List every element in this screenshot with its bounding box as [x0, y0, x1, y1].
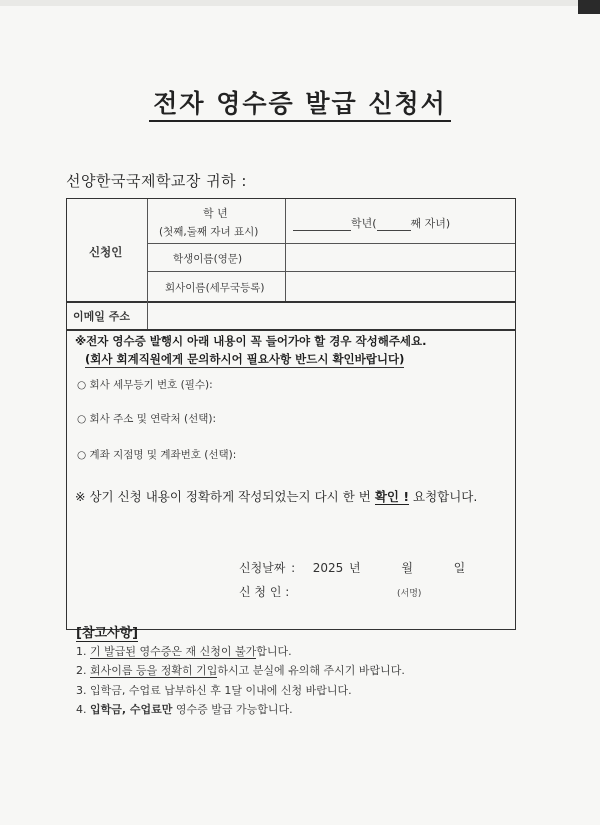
- reference-item-1-num: 1.: [76, 645, 90, 658]
- company-name-input[interactable]: [289, 275, 511, 297]
- signature-mark: (서명): [397, 589, 422, 599]
- grade-label: 학 년: [203, 207, 228, 220]
- notice-line-2: (회사 회계직원에게 문의하시어 필요사항 반드시 확인바랍니다): [85, 352, 405, 366]
- company-name-label: 회사이름(세무국등록): [165, 282, 265, 294]
- divider-field-col: [285, 199, 286, 301]
- applicant-signature-row[interactable]: [239, 583, 289, 600]
- applicant-section-label: 신청인: [89, 245, 123, 259]
- scan-corner-mark: [578, 0, 600, 14]
- document-title-text: 전자 영수증 발급 신청서: [149, 89, 451, 122]
- divider-row-4: [67, 329, 515, 331]
- date-month: 월: [401, 561, 413, 575]
- divider-email-label: [147, 301, 148, 329]
- reference-heading: [참고사항]: [76, 622, 138, 642]
- applicant-label: 신 청 인 :: [239, 585, 290, 599]
- addressee-line: 선양한국국제학교장 귀하 :: [66, 172, 247, 190]
- reference-item-1-end: 합니다.: [256, 645, 292, 658]
- grade-input-field[interactable]: [293, 215, 450, 231]
- option-company-address[interactable]: ○ 회사 주소 및 연락처 (선택):: [77, 413, 217, 425]
- reference-item-3: 3. 입학금, 수업료 납부하신 후 1달 이내에 신청 바랍니다.: [76, 684, 352, 697]
- divider-label-col: [147, 199, 148, 301]
- application-date-row[interactable]: [239, 559, 465, 576]
- divider-row-2: [147, 271, 515, 272]
- date-day: 일: [453, 561, 466, 575]
- reference-item-1-underlined: 기 발급된 영수증은 재 신청이 불가: [90, 645, 257, 658]
- notice-line-1: ※전자 영수증 발행시 아래 내용이 꼭 들어가야 할 경우 작성해주세요.: [75, 334, 427, 348]
- confirmation-line: [75, 487, 477, 505]
- confirmation-prefix: ※ 상기 신청 내용이 정확하게 작성되었는지 다시 한 번: [75, 489, 375, 504]
- reference-item-2: [76, 662, 405, 678]
- reference-item-4-bold: 입학금, 수업료만: [90, 703, 173, 716]
- option-bank-account[interactable]: ○ 계좌 지점명 및 계좌번호 (선택):: [77, 449, 237, 461]
- reference-item-2-num: 2.: [76, 664, 90, 677]
- student-name-label: 학생이름(영문): [173, 253, 243, 265]
- reference-item-2-end: 하시고 분실에 유의해 주시기 바랍니다.: [217, 664, 405, 677]
- grade-field-child-text: 째 자녀): [410, 217, 451, 230]
- divider-row-3: [67, 301, 515, 303]
- scan-edge: [0, 0, 600, 6]
- grade-blank[interactable]: [293, 217, 351, 231]
- reference-item-4: [76, 701, 293, 717]
- divider-row-1: [147, 243, 515, 244]
- email-input[interactable]: [151, 304, 511, 326]
- reference-item-2-underlined: 회사이름 등을 정확히 기입: [90, 664, 218, 677]
- email-label: 이메일 주소: [73, 310, 130, 323]
- confirmation-emphasis: 확인 !: [374, 489, 410, 504]
- grade-hint: (첫째,둘째 자녀 표시): [159, 226, 259, 238]
- date-label: 신청날짜 :: [239, 561, 296, 575]
- document-title: [0, 84, 600, 120]
- child-order-blank[interactable]: [377, 217, 411, 231]
- application-form: [66, 198, 516, 630]
- confirmation-suffix: 요청합니다.: [409, 489, 478, 504]
- date-year: 2025 년: [312, 561, 361, 575]
- student-name-input[interactable]: [289, 247, 511, 267]
- reference-item-1: [76, 643, 292, 659]
- reference-item-4-num: 4.: [76, 703, 90, 716]
- reference-item-4-end: 영수증 발급 가능합니다.: [172, 703, 293, 716]
- grade-field-grade-text: 학년(: [351, 217, 377, 230]
- option-tax-number[interactable]: ○ 회사 세무등기 번호 (필수):: [77, 379, 213, 391]
